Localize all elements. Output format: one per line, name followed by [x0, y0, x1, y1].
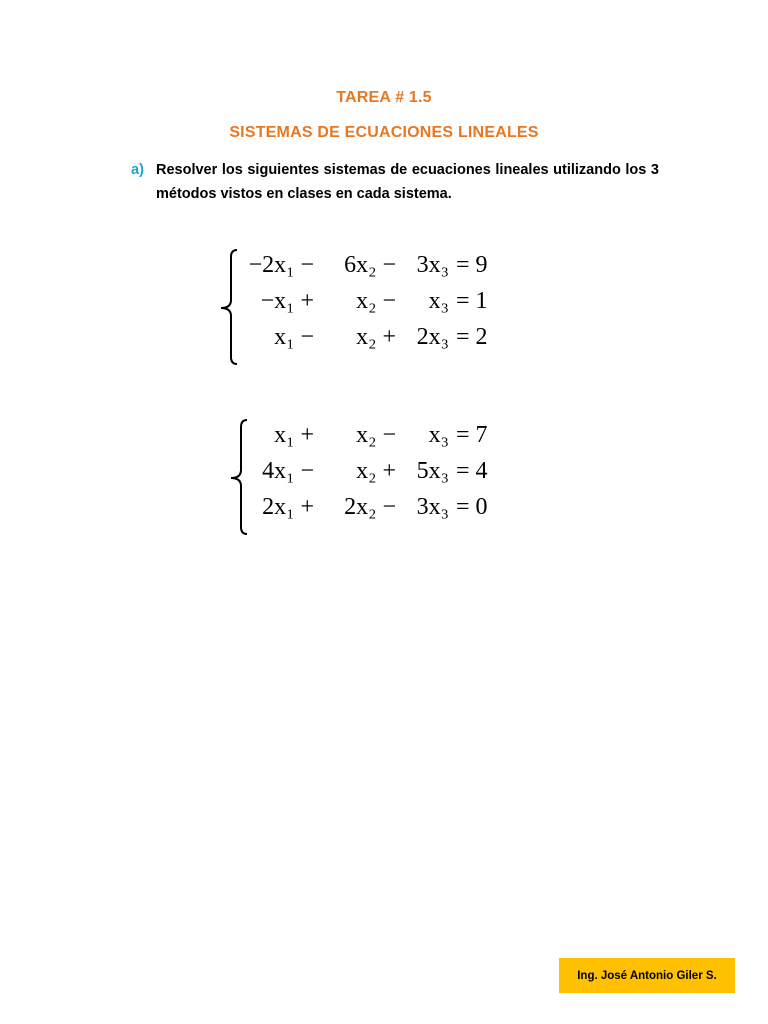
- equation-rhs: = 0: [456, 494, 488, 520]
- equation-row: [244, 458, 544, 494]
- equation-row: [234, 252, 534, 288]
- equation-term: x₂ −: [356, 288, 396, 314]
- equation-term: 2x₂ −: [344, 494, 396, 520]
- equation-term: 6x₂ −: [344, 252, 396, 278]
- equation-rhs: = 1: [456, 288, 488, 314]
- equation-term: −2x₁ −: [248, 252, 314, 278]
- equation-rhs: = 7: [456, 422, 488, 448]
- equation-term: x₂ +: [356, 458, 396, 484]
- equation-term: 3x₃: [416, 494, 449, 520]
- equation-row: [244, 422, 544, 458]
- equation-term: −x₁ +: [260, 288, 314, 314]
- equation-system-2: [228, 418, 528, 538]
- page-title: TAREA # 1.5: [336, 89, 432, 106]
- equation-term: x₁ +: [274, 422, 314, 448]
- equation-term: x₂ +: [356, 324, 396, 350]
- instruction-text: Resolver los siguientes sistemas de ecuaciones lineales utilizando los 3 métodos vistos en clases en cada sistema.: [156, 162, 659, 202]
- equation-row: [244, 494, 544, 530]
- equation-rhs: = 4: [456, 458, 488, 484]
- equation-term: x₃: [428, 288, 449, 314]
- equation-term: 4x₁ −: [262, 458, 314, 484]
- equation-term: 2x₁ +: [262, 494, 314, 520]
- item-marker: a): [131, 162, 144, 178]
- equation-rhs: = 2: [456, 324, 488, 350]
- page-subtitle: SISTEMAS DE ECUACIONES LINEALES: [229, 124, 539, 141]
- equation-row: [234, 288, 534, 324]
- equation-term: 3x₃: [416, 252, 449, 278]
- author-footer: Ing. José Antonio Giler S.: [559, 958, 735, 993]
- equation-term: 2x₃: [416, 324, 449, 350]
- equation-term: x₃: [428, 422, 449, 448]
- equation-term: 5x₃: [416, 458, 449, 484]
- equation-system-1: [218, 248, 518, 368]
- equation-term: x₂ −: [356, 422, 396, 448]
- equation-term: x₁ −: [274, 324, 314, 350]
- equation-rhs: = 9: [456, 252, 488, 278]
- equation-row: [234, 324, 534, 360]
